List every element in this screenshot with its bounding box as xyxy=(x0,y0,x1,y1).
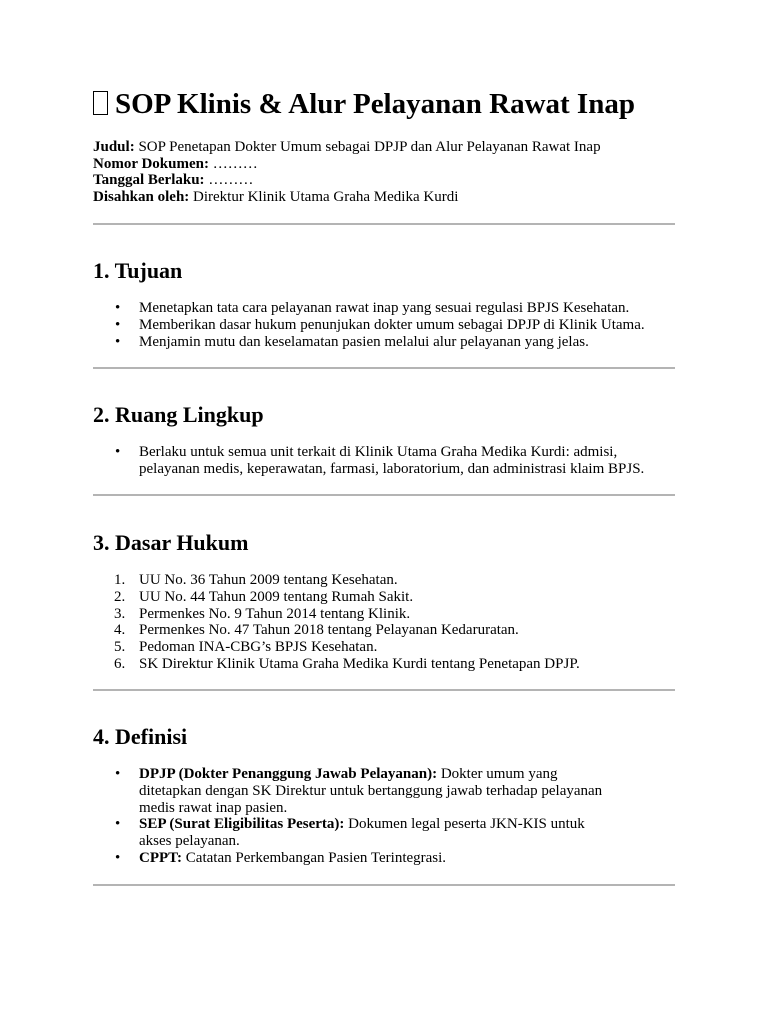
definition-term: DPJP (Dokter Penanggung Jawab Pelayanan): xyxy=(139,766,438,782)
list-item-text: Permenkes No. 47 Tahun 2018 tentang Pelayanan Kedaruratan. xyxy=(139,622,519,639)
meta-label: Tanggal Berlaku: xyxy=(93,172,205,188)
section-heading-ruang-lingkup: 2. Ruang Lingkup xyxy=(93,402,264,427)
list-number: 3. xyxy=(114,605,126,622)
definition-text: Catatan Perkembangan Pasien Terintegrasi. xyxy=(182,849,447,866)
list-item: • Memberikan dasar hukum penunjukan dokter umum sebagai DPJP di Klinik Utama. xyxy=(93,317,683,334)
document-title-text: SOP Klinis & Alur Pelayanan Rawat Inap xyxy=(115,88,635,120)
definition-text: Dokumen legal peserta JKN-KIS untuk akses pelayanan. xyxy=(139,816,585,850)
definition-term: CPPT: xyxy=(139,849,183,866)
definition-text: Dokter umum yang ditetapkan dengan SK Direktur untuk bertanggung jawab terhadap pelayanan medis rawat inap pasien. xyxy=(139,766,603,816)
missing-glyph-icon xyxy=(93,91,108,115)
dasar-hukum-list xyxy=(93,572,683,673)
document-meta xyxy=(93,139,601,205)
meta-row-disahkan-oleh xyxy=(93,189,601,206)
document-title xyxy=(93,84,635,124)
list-number: 5. xyxy=(114,639,126,656)
list-item-text: UU No. 36 Tahun 2009 tentang Kesehatan. xyxy=(139,572,398,588)
section-divider xyxy=(93,367,675,369)
list-item: • Berlaku untuk semua unit terkait di Klinik Utama Graha Medika Kurdi: admisi, pelayanan medis, keperawatan, farmasi, laboratorium, dan administrasi klaim BPJS. xyxy=(93,444,675,478)
meta-value: Direktur Klinik Utama Graha Medika Kurdi xyxy=(189,188,459,205)
list-item xyxy=(93,606,683,623)
list-item-text: Permenkes No. 9 Tahun 2014 tentang Klinik. xyxy=(139,605,411,622)
section-divider xyxy=(93,223,675,225)
list-item-text: Pedoman INA-CBG’s BPJS Kesehatan. xyxy=(139,639,378,656)
list-item xyxy=(93,589,683,606)
meta-value: ……… xyxy=(208,155,258,172)
list-number: 2. xyxy=(114,588,126,605)
list-item-text: UU No. 44 Tahun 2009 tentang Rumah Sakit. xyxy=(139,588,414,605)
list-item xyxy=(93,850,713,867)
list-item xyxy=(93,816,609,850)
meta-row-judul xyxy=(93,139,601,156)
ruang-lingkup-list xyxy=(93,444,675,478)
definisi-list xyxy=(93,766,713,867)
list-item-text: SK Direktur Klinik Utama Graha Medika Kurdi tentang Penetapan DPJP. xyxy=(139,655,580,672)
section-divider xyxy=(93,494,675,496)
list-item xyxy=(93,766,609,816)
definition-term: SEP (Surat Eligibilitas Peserta): xyxy=(139,816,345,833)
list-number: 1. xyxy=(114,572,126,588)
list-number: 4. xyxy=(114,622,126,639)
tujuan-list xyxy=(93,300,683,350)
meta-row-nomor-dokumen xyxy=(93,156,601,173)
list-item xyxy=(93,639,683,656)
section-divider xyxy=(93,884,675,886)
meta-value: ……… xyxy=(204,172,254,188)
meta-label: Disahkan oleh: xyxy=(93,188,190,205)
list-item: • Menetapkan tata cara pelayanan rawat inap yang sesuai regulasi BPJS Kesehatan. xyxy=(93,300,683,317)
meta-label: Judul: xyxy=(93,139,135,155)
section-heading-definisi: 4. Definisi xyxy=(93,724,188,749)
meta-row-tanggal-berlaku xyxy=(93,172,601,189)
list-number: 6. xyxy=(114,655,126,672)
section-heading-dasar-hukum: 3. Dasar Hukum xyxy=(93,530,249,555)
meta-label: Nomor Dokumen: xyxy=(93,155,209,172)
list-item xyxy=(93,572,683,589)
list-item: • Menjamin mutu dan keselamatan pasien melalui alur pelayanan yang jelas. xyxy=(93,334,683,351)
section-divider xyxy=(93,689,675,691)
list-item xyxy=(93,656,683,673)
meta-value: SOP Penetapan Dokter Umum sebagai DPJP dan Alur Pelayanan Rawat Inap xyxy=(134,139,601,155)
section-heading-tujuan: 1. Tujuan xyxy=(93,258,183,283)
list-item xyxy=(93,622,683,639)
